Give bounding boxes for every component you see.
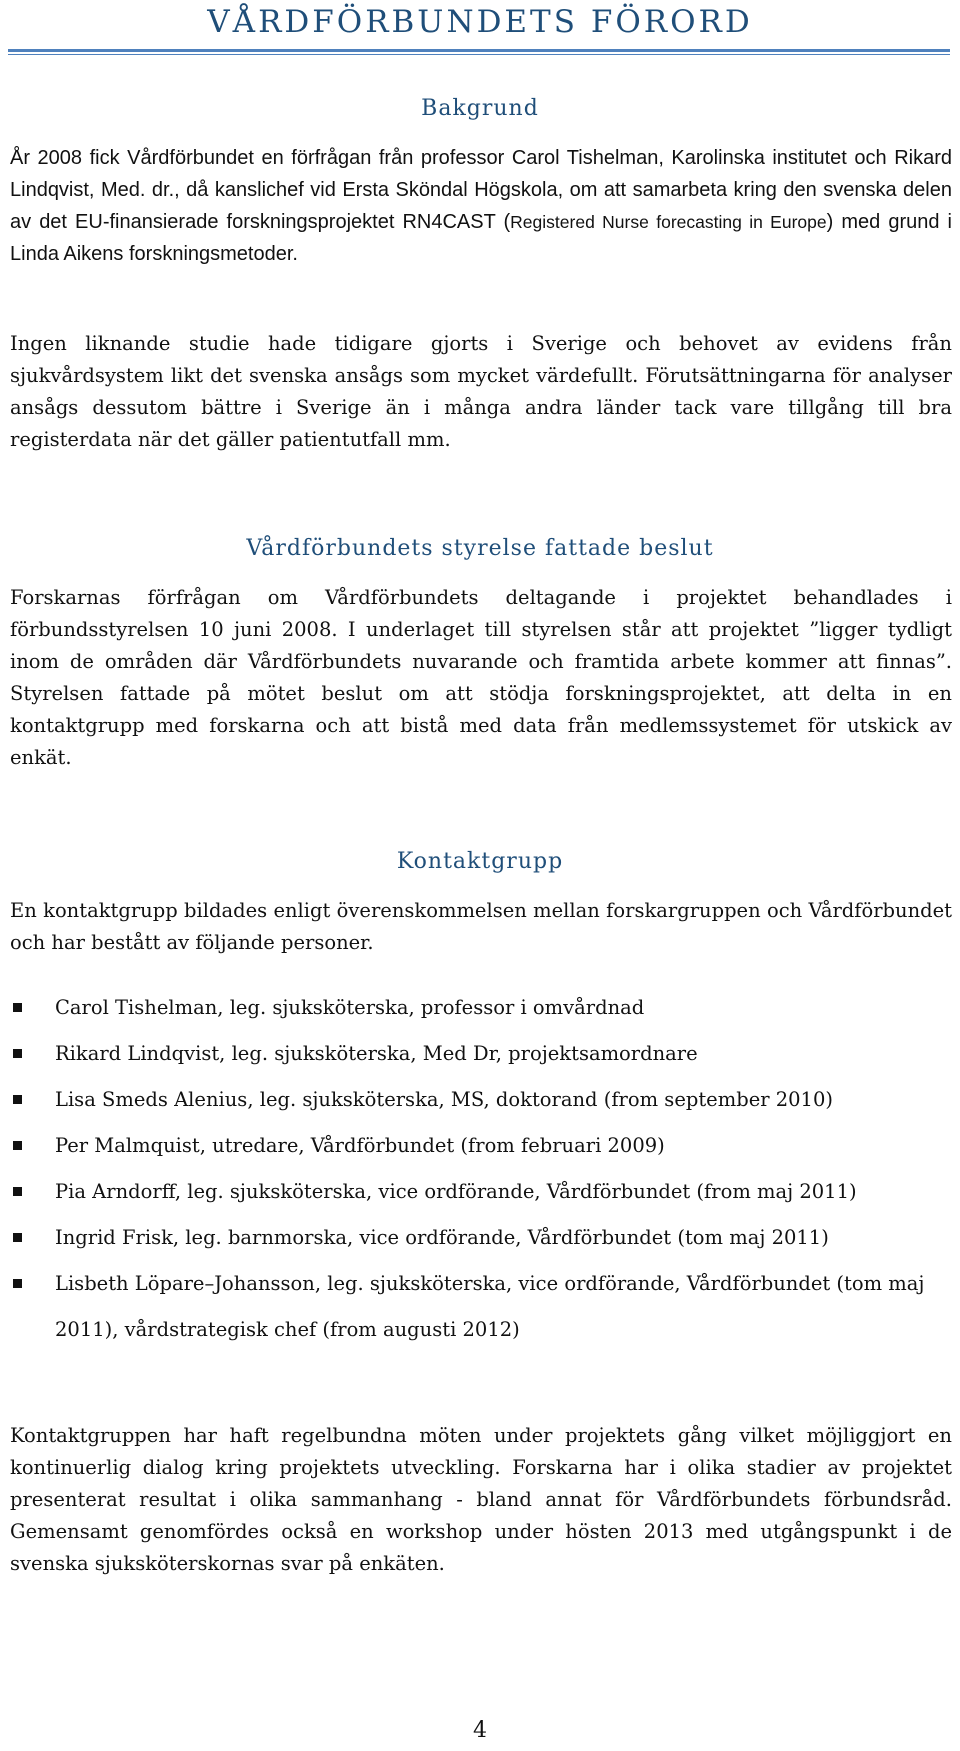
member-text: Ingrid Frisk, leg. barnmorska, vice ordförande, Vårdförbundet (tom maj 2011) bbox=[55, 1226, 829, 1249]
list-item bbox=[0, 985, 960, 1031]
paragraph-kontaktgrupp-closing: Kontaktgruppen har haft regelbundna möten under projektets gång vilket möjliggjort en kontinuerlig dialog kring projektets utveckling. Forskarna har i olika stadier av projektet presenterat resultat i olika sammanhang - bland annat för Vårdförbundets förbundsråd. Gemensamt genomfördes också en workshop under hösten 2013 med utgångspunkt i de svenska sjuksköterskornas svar på enkäten. bbox=[10, 1424, 952, 1575]
bullet-icon bbox=[13, 1003, 22, 1012]
title-underline-thick bbox=[8, 49, 950, 52]
list-item bbox=[0, 1123, 960, 1169]
bullet-icon bbox=[13, 1141, 22, 1150]
paragraph-kontaktgrupp-intro: En kontaktgrupp bildades enligt överenskommelsen mellan forskargruppen och Vårdförbundet och har bestått av följande personer. bbox=[10, 899, 952, 954]
bullet-icon bbox=[13, 1279, 22, 1288]
title-underline-thin bbox=[8, 54, 950, 55]
member-text: Pia Arndorff, leg. sjuksköterska, vice ordförande, Vårdförbundet (from maj 2011) bbox=[55, 1180, 857, 1203]
member-text: Lisbeth Löpare–Johansson, leg. sjuksköterska, vice ordförande, Vårdförbundet (tom maj 2011), vårdstrategisk chef (from augusti 2012) bbox=[55, 1272, 925, 1341]
member-text: Carol Tishelman, leg. sjuksköterska, professor i omvårdnad bbox=[55, 996, 645, 1019]
list-item bbox=[0, 1215, 960, 1261]
page-number: 4 bbox=[473, 1718, 487, 1743]
bullet-icon bbox=[13, 1233, 22, 1242]
member-text: Lisa Smeds Alenius, leg. sjuksköterska, MS, doktorand (from september 2010) bbox=[55, 1088, 833, 1111]
heading-bakgrund: Bakgrund bbox=[421, 96, 539, 121]
paragraph-bakgrund-2: Ingen liknande studie hade tidigare gjorts i Sverige och behovet av evidens från sjukvårdsystem likt det svenska ansågs som mycket värdefullt. Förutsättningarna för analyser ansågs dessutom bättre i Sverige än i många andra länder tack vare tillgång till bra registerdata när det gäller patientutfall mm. bbox=[10, 332, 952, 451]
member-text: Rikard Lindqvist, leg. sjuksköterska, Med Dr, projektsamordnare bbox=[55, 1042, 698, 1065]
heading-kontaktgrupp: Kontaktgrupp bbox=[396, 849, 564, 874]
list-item bbox=[0, 1169, 960, 1215]
paragraph-bakgrund-1-text: År 2008 fick Vårdförbundet en förfrågan från professor Carol Tishelman, Karolinska institutet och Rikard Lindqvist, Med. dr., då kanslichef vid Ersta Sköndal Högskola, om att samarbeta kring den svenska delen av det EU-finansierade forskningsprojektet RN4CAST ( bbox=[10, 147, 952, 233]
member-text: Per Malmquist, utredare, Vårdförbundet (from februari 2009) bbox=[55, 1134, 665, 1157]
paragraph-bakgrund-1-end: ) med grund i Linda Aikens forskningsmetoder. bbox=[10, 211, 952, 265]
list-item bbox=[0, 1261, 960, 1353]
paragraph-beslut: Forskarnas förfrågan om Vårdförbundets deltagande i projektet behandlades i förbundsstyrelsen 10 juni 2008. I underlaget till styrelsen står att projektet ”ligger tydligt inom de områden där Vårdförbundets nuvarande och framtida arbete kommer att finnas”. Styrelsen fattade på mötet beslut om att stödja forskningsprojektet, att delta in en kontaktgrupp med forskarna och att bistå med data från medlemssystemet för utskick av enkät. bbox=[10, 586, 952, 769]
paragraph-bakgrund-1 bbox=[10, 142, 952, 270]
member-list bbox=[0, 985, 960, 1353]
list-item bbox=[0, 1077, 960, 1123]
heading-beslut: Vårdförbundets styrelse fattade beslut bbox=[246, 536, 714, 561]
page-title: VÅRDFÖRBUNDETS FÖRORD bbox=[207, 4, 753, 40]
bullet-icon bbox=[13, 1095, 22, 1104]
bullet-icon bbox=[13, 1187, 22, 1196]
bullet-icon bbox=[13, 1049, 22, 1058]
list-item bbox=[0, 1031, 960, 1077]
paragraph-bakgrund-1-paren: Registered Nurse forecasting in Europe bbox=[510, 212, 827, 232]
